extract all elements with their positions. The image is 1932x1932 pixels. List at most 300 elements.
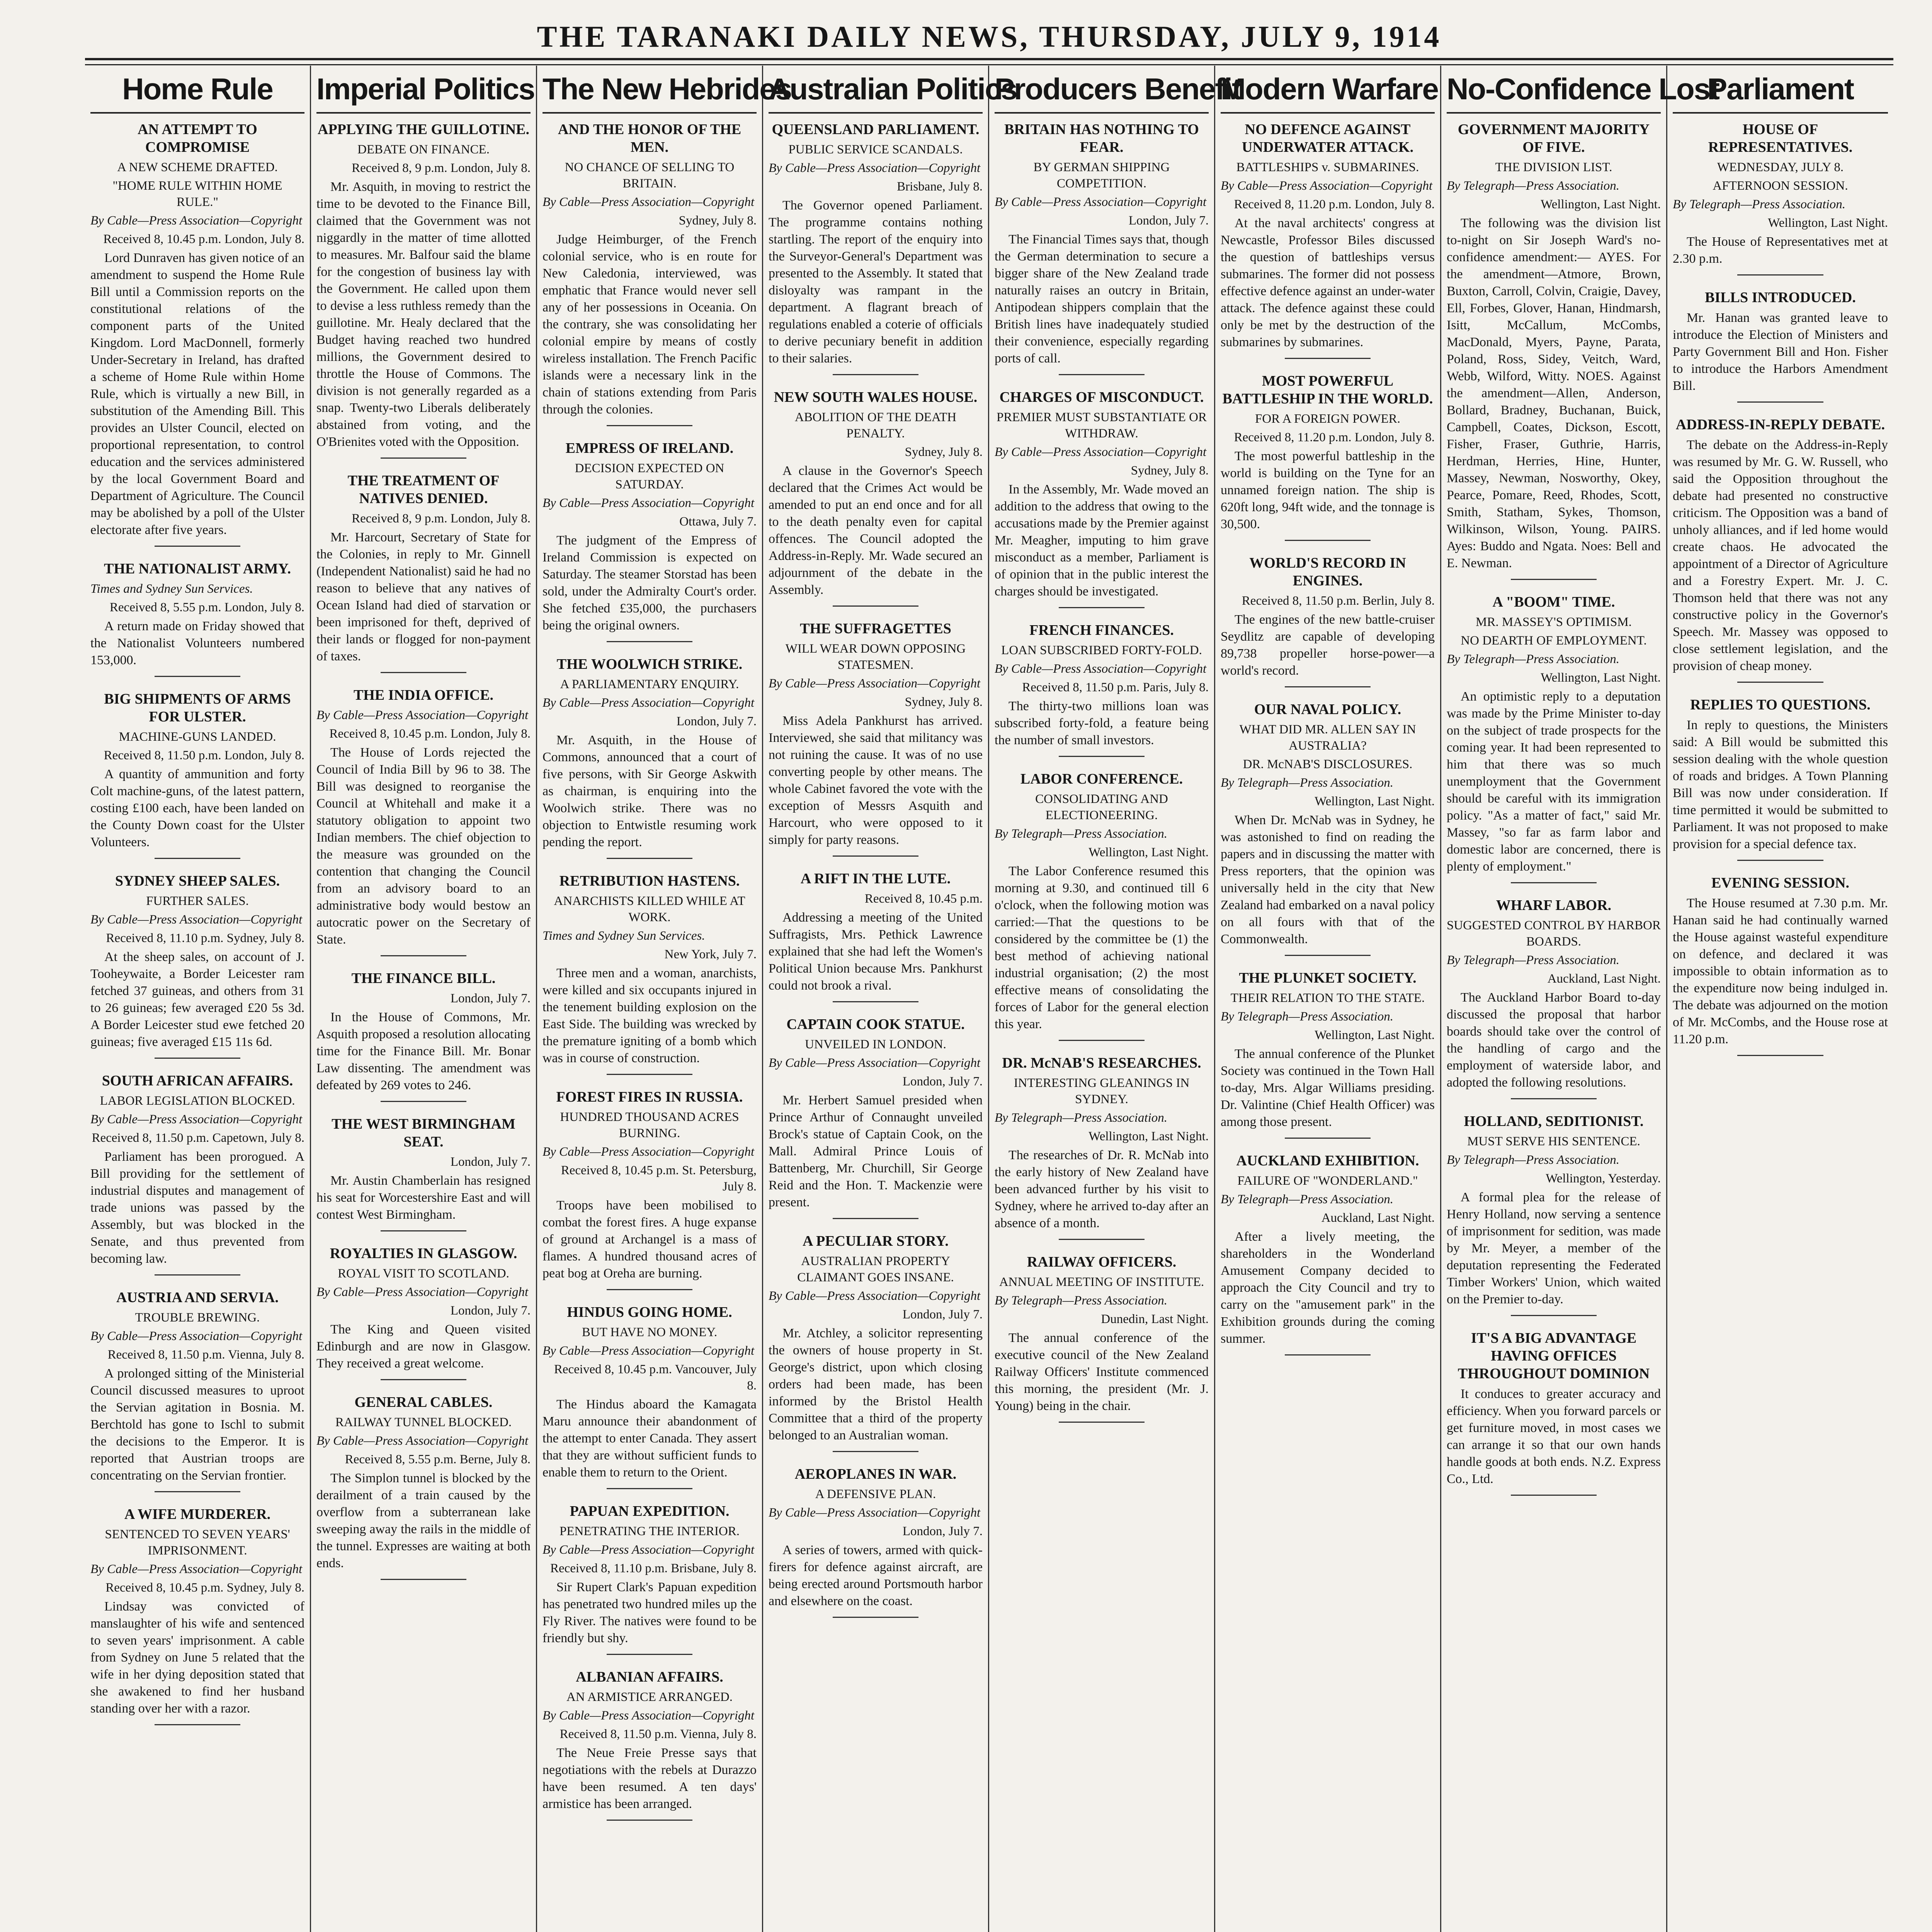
news-column	[1441, 66, 1719, 1932]
news-column	[1215, 66, 1441, 1932]
article	[316, 121, 531, 459]
article	[543, 1668, 757, 1821]
article-divider	[1285, 540, 1371, 541]
article-body: Mr. Asquith, in moving to restrict the time to be devoted to the Finance Bill, claimed that the Government was not niggardly in the matter of time allotted to measures. Mr. Balfour said the blame for the congestion of business lay with the Government. He called upon them to devise a less ruthless remedy than the guillotine. Mr. Healy declared that the Budget having reached two hundred millions, the Government desired to throttle the House of Commons. The division is not generally regarded as a snap. Twenty-two Liberals deliberately abstained from voting, and the O'Brienites voted with the Opposition.	[316, 180, 531, 449]
article	[769, 1465, 983, 1618]
article-headline: THE WEST BIRMINGHAM SEAT.	[332, 1116, 515, 1150]
article-headline: FOREST FIRES IN RUSSIA.	[556, 1089, 743, 1105]
article-dateline: Received 8, 11.50 p.m. Vienna, July 8.	[560, 1727, 757, 1741]
article-byline: By Cable—Press Association—Copyright	[995, 445, 1207, 459]
article-subheadline: PREMIER MUST SUBSTANTIATE OR WITHDRAW.	[996, 410, 1207, 440]
article-divider	[607, 425, 692, 426]
article-headline: ADDRESS-IN-REPLY DEBATE.	[1675, 417, 1885, 433]
article-divider	[381, 1379, 466, 1380]
article-divider	[1511, 882, 1597, 883]
article-body: The annual conference of the executive council of the New Zealand Railway Officers' Institute commenced this morning, the president (Mr. J. Young) being in the chair.	[995, 1331, 1209, 1413]
article-byline: By Telegraph—Press Association.	[995, 1111, 1168, 1125]
masthead: THE TARANAKI DAILY NEWS, THURSDAY, JULY 9, 1914	[537, 20, 1442, 53]
article-body: The Hindus aboard the Kamagata Maru announce their abandonment of the attempt to enter Canada. They assert that they are without sufficient funds to enable them to return to the Orient.	[543, 1397, 757, 1480]
article	[90, 1505, 304, 1725]
article-subheadline: HUNDRED THOUSAND ACRES BURNING.	[560, 1110, 739, 1140]
article-headline: AUSTRIA AND SERVIA.	[116, 1289, 279, 1306]
article-byline: Times and Sydney Sun Services.	[543, 929, 705, 943]
news-column	[537, 66, 792, 1932]
article-body: The Governor opened Parliament. The programme contains nothing startling. The report of the enquiry into the Surveyor-General's Department was presented to the Assembly. It stated that disloyalty was rampant in the department. A flagrant breach of regulations enabled a coterie of officials to derive pecuniary benefit in addition to their salaries.	[769, 198, 983, 366]
article-body: Lord Dunraven has given notice of an amendment to suspend the Home Rule Bill until a Commission reports on the constitutional relations of the component parts of the United Kingdom. Lord MacDonnell, formerly Under-Secretary in Ireland, has drafted a scheme of Home Rule within Home Rule, which is virtually a new Bill, in substitution of the Amending Bill. This provides an Ulster Council, elected on proportional representation, to control education and the services administered by the local Government Board and Department of Agriculture. The Council may be abolished by a poll of the Ulster electorate after five years.	[90, 251, 304, 537]
article-divider	[155, 1274, 240, 1276]
article	[1447, 1112, 1661, 1316]
article	[316, 472, 531, 673]
article-byline: By Cable—Press Association—Copyright	[543, 496, 755, 510]
article-divider	[1737, 860, 1823, 861]
article-divider	[381, 1579, 466, 1580]
article-headline: NEW SOUTH WALES HOUSE.	[774, 389, 978, 405]
article-body: A prolonged sitting of the Ministerial Council discussed measures to uproot the Servian agitation in Bosnia. M. Berchtold has gone to Ischl to submit the decisions to the Emperor. It is reported that Austrian troops are concentrating on the Servian frontier.	[90, 1366, 304, 1483]
article-dateline: London, July 7.	[1128, 214, 1209, 228]
article-divider	[1511, 1315, 1597, 1316]
article-byline: Times and Sydney Sun Services.	[90, 582, 253, 596]
article-dateline: Wellington, Last Night.	[1315, 794, 1435, 808]
article-byline: By Cable—Press Association—Copyright	[995, 195, 1207, 209]
article-dateline: Received 8, 11.50 p.m. Capetown, July 8.	[92, 1131, 304, 1145]
article	[316, 1115, 531, 1231]
article	[1221, 554, 1435, 687]
article-byline: By Telegraph—Press Association.	[1221, 1192, 1394, 1206]
article-divider	[833, 1001, 918, 1002]
article	[1673, 121, 1888, 276]
article-headline: RETRIBUTION HASTENS.	[559, 873, 740, 889]
article-body: In the House of Commons, Mr. Asquith proposed a resolution allocating time for the Finance Bill. Mr. Bonar Law dissenting. The amendment was defeated by 269 votes to 246.	[316, 1010, 531, 1092]
article	[316, 686, 531, 956]
article	[1221, 121, 1435, 359]
article-body: Troops have been mobilised to combat the forest fires. A huge expanse of ground at Archangel is a mass of flames. A hundred thousand acres of peat bog at Oreha are burning.	[543, 1198, 757, 1281]
article-subheadline: DR. McNAB'S DISCLOSURES.	[1243, 757, 1413, 771]
article-headline: A PECULIAR STORY.	[803, 1233, 949, 1249]
article-headline: EMPRESS OF IRELAND.	[565, 440, 734, 456]
article-divider	[833, 855, 918, 857]
article-dateline: Sydney, July 8.	[905, 695, 983, 709]
article-headline: BIG SHIPMENTS OF ARMS FOR ULSTER.	[104, 691, 291, 725]
article-body: Addressing a meeting of the United Suffragists, Mrs. Pethick Lawrence explained that she had left the Women's Political Union because Mrs. Pankhurst could not brook a rival.	[769, 910, 983, 993]
article-headline: THE INDIA OFFICE.	[353, 687, 494, 703]
article-byline: By Cable—Press Association—Copyright	[543, 1709, 755, 1723]
article-headline: NO DEFENCE AGAINST UNDERWATER ATTACK.	[1242, 121, 1414, 155]
article-body: An optimistic reply to a deputation was made by the Prime Minister to-day on the subject of trade prospects for the coming year. It had been represented to him that there was so much unemployment that the Government should be careful with its immigration policy. "As a matter of fact," said Mr. Massey, "so far as farm labor and domestic labor are concerned, there is plenty of employment."	[1447, 689, 1661, 874]
article-divider	[381, 955, 466, 956]
article-dateline: Wellington, Last Night.	[1315, 1028, 1435, 1042]
article-subheadline: BATTLESHIPS v. SUBMARINES.	[1236, 160, 1419, 174]
article-subheadline: UNVEILED IN LONDON.	[805, 1037, 946, 1051]
article-subheadline: SUGGESTED CONTROL BY HARBOR BOARDS.	[1447, 918, 1661, 949]
article	[769, 870, 983, 1002]
article-byline: By Cable—Press Association—Copyright	[90, 214, 303, 228]
article-dateline: Received 8, 10.45 p.m.	[864, 892, 983, 906]
article-headline: BRITAIN HAS NOTHING TO FEAR.	[1004, 121, 1199, 155]
article-dateline: Received 8, 11.50 p.m. Berlin, July 8.	[1242, 594, 1435, 608]
article-headline: APPLYING THE GUILLOTINE.	[318, 121, 529, 138]
article-byline: By Cable—Press Association—Copyright	[769, 1289, 981, 1303]
article-subheadline: LABOR LEGISLATION BLOCKED.	[100, 1094, 295, 1108]
article	[769, 1232, 983, 1452]
article-headline: AN ATTEMPT TO COMPROMISE	[138, 121, 257, 155]
article-byline: By Cable—Press Association—Copyright	[543, 1344, 755, 1358]
article-body: A formal plea for the release of Henry Holland, now serving a sentence of imprisonment for sedition, was made by Mr. Meyer, a member of the deputation representing the Federated Timber Workers' Union, which waited on the Premier to-day.	[1447, 1190, 1661, 1306]
article-dateline: London, July 7.	[450, 1155, 531, 1169]
article-headline: HOLLAND, SEDITIONIST.	[1464, 1113, 1644, 1129]
article-byline: By Cable—Press Association—Copyright	[90, 913, 303, 927]
article-body: Mr. Austin Chamberlain has resigned his seat for Worcestershire East and will contest West Birmingham.	[316, 1173, 531, 1222]
article-subheadline: LOAN SUBSCRIBED FORTY-FOLD.	[1001, 643, 1202, 657]
article	[1673, 416, 1888, 683]
article-byline: By Cable—Press Association—Copyright	[543, 696, 755, 710]
article-subheadline: AFTERNOON SESSION.	[1713, 179, 1848, 193]
article-subheadline: WHAT DID MR. ALLEN SAY IN AUSTRALIA?	[1239, 723, 1416, 753]
article-divider	[381, 672, 466, 673]
article-divider	[381, 1101, 466, 1102]
article-headline: CAPTAIN COOK STATUE.	[786, 1016, 965, 1032]
article-body: After a lively meeting, the shareholders in the Wonderland Amusement Company decided to approach the City Council and try to carry on the "amusement park" in the Exhibition grounds during the coming summer.	[1221, 1230, 1435, 1346]
article-subheadline: ANARCHISTS KILLED WHILE AT WORK.	[554, 894, 745, 924]
article-dateline: London, July 7.	[450, 1304, 531, 1318]
article-body: The King and Queen visited Edinburgh and are now in Glasgow. They received a great welcome.	[316, 1322, 531, 1371]
column-heading: The New Hebrides	[543, 66, 757, 114]
article-dateline: London, July 7.	[902, 1524, 983, 1538]
article-byline: By Cable—Press Association—Copyright	[769, 677, 981, 690]
article-body: The engines of the new battle-cruiser Seydlitz are capable of developing 89,738 propeller horse-power—a world's record.	[1221, 612, 1435, 678]
news-column	[763, 66, 1017, 1932]
article	[90, 872, 304, 1059]
article-dateline: Wellington, Last Night.	[1088, 1129, 1209, 1143]
article-subheadline: "HOME RULE WITHIN HOME RULE."	[112, 179, 282, 209]
article-headline: EVENING SESSION.	[1711, 875, 1849, 891]
article-dateline: Auckland, Last Night.	[1321, 1211, 1435, 1225]
article-body: The judgment of the Empress of Ireland Commission is expected on Saturday. The steamer Storstad has been sold, under the Admiralty Court's order. She fetched £35,000, the purchasers being the original owners.	[543, 533, 757, 633]
article	[1673, 874, 1888, 1056]
article-headline: THE FINANCE BILL.	[351, 970, 496, 986]
article-dateline: Received 8, 10.45 p.m. Sydney, July 8.	[105, 1581, 304, 1595]
article-byline: By Cable—Press Association—Copyright	[769, 161, 981, 175]
article-divider	[1059, 1422, 1145, 1423]
article-body: In reply to questions, the Ministers said: A Bill would be submitted this session dealing with the whole question of roads and bridges. A Town Planning Bill was now under consideration. If time permitted it would be submitted to Parliament. It was not proposed to make provision for a special defence tax.	[1673, 718, 1888, 851]
article-divider	[1285, 686, 1371, 687]
article-dateline: London, July 7.	[676, 714, 757, 728]
article-dateline: Received 8, 9 p.m. London, July 8.	[352, 512, 531, 526]
article-dateline: Wellington, Yesterday.	[1546, 1172, 1661, 1185]
article-headline: A RIFT IN THE LUTE.	[800, 871, 951, 887]
article-body: Miss Adela Pankhurst has arrived. Interviewed, she said that militancy was not ruining the cause. It was of no use converting people by other means. The whole Cabinet favored the vote with the exception of Messrs Asquith and Harcourt, who were opposed to it simply for party reasons.	[769, 714, 983, 847]
article-dateline: Received 8, 11.50 p.m. London, July 8.	[104, 748, 304, 762]
article-dateline: Wellington, Last Night.	[1541, 671, 1661, 685]
article-divider	[1059, 1040, 1145, 1041]
article-subheadline: MR. MASSEY'S OPTIMISM.	[1476, 615, 1632, 629]
article	[1447, 121, 1661, 580]
article-dateline: Received 8, 11.10 p.m. Brisbane, July 8.	[550, 1561, 757, 1575]
article-subheadline: DECISION EXPECTED ON SATURDAY.	[575, 461, 724, 492]
article-body: At the sheep sales, on account of J. Tooheywaite, a Border Leicester ram fetched 37 guineas, and others from 31 to 26 guineas; few averaged £20 5s 3d. A Border Leicester stud ewe fetched 20 guineas; five averaged £15 11s 6d.	[90, 950, 304, 1049]
article-subheadline: AUSTRALIAN PROPERTY CLAIMANT GOES INSANE.	[797, 1254, 954, 1284]
article-body: A quantity of ammunition and forty Colt machine-guns, of the latest pattern, costing £100 each, have been landed on the County Down coast for the Ulster Volunteers.	[90, 767, 304, 849]
article-divider	[155, 1491, 240, 1492]
article-headline: THE WOOLWICH STRIKE.	[556, 656, 743, 672]
article-dateline: Received 8, 11.20 p.m. London, July 8.	[1234, 197, 1435, 211]
article-subheadline: FOR A FOREIGN POWER.	[1255, 412, 1400, 426]
article-dateline: Brisbane, July 8.	[897, 180, 983, 194]
article-headline: QUEENSLAND PARLIAMENT.	[772, 121, 980, 138]
article	[543, 1502, 757, 1655]
article-dateline: Received 8, 5.55 p.m. London, July 8.	[109, 600, 304, 614]
article-byline: By Cable—Press Association—Copyright	[995, 662, 1207, 676]
article-divider	[1059, 374, 1145, 375]
article-byline: By Cable—Press Association—Copyright	[543, 195, 755, 209]
article-body: The Neue Freie Presse says that negotiations with the rebels at Durazzo have been resumed. A ten days' armistice has been arranged.	[543, 1746, 757, 1811]
article-subheadline: A DEFENSIVE PLAN.	[815, 1487, 936, 1501]
article-divider	[607, 1289, 692, 1290]
article-headline: REPLIES TO QUESTIONS.	[1690, 697, 1871, 713]
article-headline: HOUSE OF REPRESENTATIVES.	[1708, 121, 1853, 155]
article-divider	[155, 1724, 240, 1725]
article	[1221, 969, 1435, 1139]
article-subheadline: DEBATE ON FINANCE.	[357, 143, 490, 156]
article-divider	[607, 1488, 692, 1489]
article-divider	[607, 641, 692, 642]
article-body: Judge Heimburger, of the French colonial service, who is en route for New Caledonia, interviewed, was emphatic that France would never sell any of her possessions in Oceania. On the contrary, she was consolidating her colonial empire by means of costly wireless installation. The French Pacific islands were a necessary link in the chain of stations extending from Paris through the colonies.	[543, 232, 757, 417]
article	[90, 690, 304, 859]
article-subheadline: ROYAL VISIT TO SCOTLAND.	[338, 1267, 509, 1281]
article-headline: FRENCH FINANCES.	[1029, 622, 1174, 638]
article-body: The annual conference of the Plunket Society was continued in the Town Hall to-day, Mrs. Algar Williams presiding. Dr. Valintine (Chief Health Officer) was among those present.	[1221, 1047, 1435, 1129]
article-byline: By Cable—Press Association—Copyright	[769, 1506, 981, 1520]
article-byline: By Telegraph—Press Association.	[1447, 953, 1620, 967]
article-body: A series of towers, armed with quick-firers for defence against aircraft, are being erected around Portsmouth harbor and elsewhere on the coast.	[769, 1543, 983, 1608]
article-dateline: New York, July 7.	[664, 947, 757, 961]
article-dateline: Received 8, 10.45 p.m. London, July 8.	[103, 232, 304, 246]
article	[995, 121, 1209, 375]
article-body: Mr. Harcourt, Secretary of State for the Colonies, in reply to Mr. Ginnell (Independent Nationalist) said he had no reason to believe that any natives of Ocean Island had died of starvation or been imprisoned for theft, deprived of their lands or flogged for non-payment of taxes.	[316, 530, 531, 663]
article	[90, 560, 304, 677]
article-byline: By Telegraph—Press Association.	[995, 827, 1168, 841]
article-dateline: Auckland, Last Night.	[1547, 972, 1661, 986]
article-byline: By Cable—Press Association—Copyright	[90, 1112, 303, 1126]
article	[543, 655, 757, 859]
article-subheadline: WILL WEAR DOWN OPPOSING STATESMEN.	[785, 642, 966, 672]
article	[1673, 696, 1888, 861]
article-body: The debate on the Address-in-Reply was resumed by Mr. G. W. Russell, who said the Opposition throughout the debate had presented no constructive criticism. The Opposition was a band of unholy alliances, and if led home would create chaos. He advocated the appointment of a Director of Agriculture and a Forestry Expert. Mr. J. C. Thomson held that there was not any constructive policy in the Governor's Speech. Mr. Massey was opposed to close settlement legislation, and the provision of cheap money.	[1673, 438, 1888, 673]
article-headline: A "BOOM" TIME.	[1492, 594, 1615, 610]
article	[90, 121, 304, 547]
article-byline: By Cable—Press Association—Copyright	[316, 708, 529, 722]
article-divider	[607, 1654, 692, 1655]
article	[769, 121, 983, 375]
article-divider	[1059, 607, 1145, 608]
article	[1447, 896, 1661, 1099]
article-byline: By Cable—Press Association—Copyright	[769, 1056, 981, 1070]
article-byline: By Telegraph—Press Association.	[995, 1294, 1168, 1308]
article-divider	[833, 374, 918, 375]
column-heading: Australian Politics	[769, 66, 983, 114]
article	[316, 1245, 531, 1380]
article-headline: MOST POWERFUL BATTLESHIP IN THE WORLD.	[1222, 373, 1433, 407]
article-headline: ROYALTIES IN GLASGOW.	[330, 1245, 517, 1262]
article-subheadline: ANNUAL MEETING OF INSTITUTE.	[999, 1275, 1204, 1289]
article-body: Mr. Hanan was granted leave to introduce the Election of Ministers and Party Government Bill and Hon. Fisher to introduce the Harbors Amendment Bill.	[1673, 311, 1888, 393]
article-body: Lindsay was convicted of manslaughter of his wife and sentenced to seven years' imprisonment. A cable from Sydney on June 5 related that the wife in her dying deposition stated that she awakened to find her husband standing over her with a razor.	[90, 1599, 304, 1716]
news-column	[311, 66, 537, 1932]
article-headline: IT'S A BIG ADVANTAGE HAVING OFFICES THROUGHOUT DOMINION	[1458, 1330, 1650, 1382]
article-body: Mr. Atchley, a solicitor representing the owners of house property in St. George's district, upon which closing orders had been made, has been informed by the Bristol Health Committee that a third of the property belonged to an Australian woman.	[769, 1326, 983, 1442]
article-dateline: Wellington, Last Night.	[1088, 845, 1209, 859]
article	[1673, 289, 1888, 403]
article-byline: By Cable—Press Association—Copyright	[1221, 179, 1433, 193]
article	[1447, 593, 1661, 883]
article-byline: By Cable—Press Association—Copyright	[90, 1562, 303, 1576]
article-headline: BILLS INTRODUCED.	[1705, 289, 1856, 306]
article-body: The most powerful battleship in the world is building on the Tyne for an unnamed foreign nation. The ship is 620ft long, 94ft wide, and the tonnage is 30,500.	[1221, 449, 1435, 531]
article-subheadline: MACHINE-GUNS LANDED.	[119, 730, 276, 744]
column-heading: Modern Warfare	[1221, 66, 1435, 114]
article-body: Mr. Asquith, in the House of Commons, announced that a court of five persons, with Sir George Askwith as chairman, is enquiring into the Woolwich strike. There was no objection to Entwistle resuming work pending the report.	[543, 733, 757, 849]
article-body: The researches of Dr. R. McNab into the early history of New Zealand have been advanced further by his visit to Sydney, where he arrived to-day after an absence of a month.	[995, 1148, 1209, 1230]
article	[543, 872, 757, 1075]
columns-container	[85, 66, 1893, 1932]
article-headline: CHARGES OF MISCONDUCT.	[999, 389, 1204, 405]
article-byline: By Cable—Press Association—Copyright	[90, 1329, 303, 1343]
article-body: The House of Representatives met at 2.30 p.m.	[1673, 235, 1888, 266]
article	[316, 1393, 531, 1580]
article-headline: AND THE HONOR OF THE MEN.	[558, 121, 742, 155]
article-divider	[607, 1820, 692, 1821]
article-divider	[833, 1617, 918, 1618]
article-byline: By Cable—Press Association—Copyright	[543, 1145, 755, 1159]
article-subheadline: RAILWAY TUNNEL BLOCKED.	[335, 1415, 512, 1429]
article-body: Sir Rupert Clark's Papuan expedition has penetrated two hundred miles up the Fly River. The natives were found to be friendly but shy.	[543, 1580, 757, 1645]
article-dateline: Dunedin, Last Night.	[1101, 1312, 1209, 1326]
article-dateline: Received 8, 10.45 p.m. St. Petersburg, July 8.	[561, 1163, 757, 1194]
article-subheadline: FURTHER SALES.	[146, 894, 249, 908]
article-subheadline: BUT HAVE NO MONEY.	[582, 1325, 718, 1339]
article-byline: By Cable—Press Association—Copyright	[316, 1434, 529, 1448]
article-headline: SYDNEY SHEEP SALES.	[115, 873, 280, 889]
article	[995, 770, 1209, 1041]
article	[543, 1303, 757, 1489]
article-body: It conduces to greater accuracy and efficiency. When you forward parcels or get furniture moved, in most cases we can arrange it so that our own hands handle goods at both ends. N.Z. Express Co., Ltd.	[1447, 1387, 1661, 1486]
article-divider	[607, 858, 692, 859]
article	[90, 1289, 304, 1492]
article-body: The Labor Conference resumed this morning at 9.30, and continued till 6 o'clock, when the following motion was carried:—That the questions to be considered by the committee be (1) the best method of achieving national industrial organisation; (2) the most effective means of consolidating the forces of Labor for the general election this year.	[995, 864, 1209, 1031]
article-dateline: Sydney, July 8.	[905, 445, 983, 459]
article-headline: THE PLUNKET SOCIETY.	[1239, 970, 1417, 986]
article-subheadline: A PARLIAMENTARY ENQUIRY.	[560, 677, 739, 691]
article	[316, 969, 531, 1102]
article-body: The House resumed at 7.30 p.m. Mr. Hanan said he had continually warned the House against wasteful expenditure on defence, and declared it was impossible to obtain information as to the expenditure now being indulged in. The debate was adjourned on the motion of Mr. McCombs, and the House rose at 11.20 p.m.	[1673, 896, 1888, 1046]
article-subheadline: SENTENCED TO SEVEN YEARS' IMPRISONMENT.	[105, 1527, 290, 1558]
article-divider	[1511, 579, 1597, 580]
article-dateline: Received 8, 10.45 p.m. London, July 8.	[329, 727, 531, 741]
article-dateline: London, July 7.	[902, 1308, 983, 1321]
article-dateline: Sydney, July 8.	[1131, 464, 1209, 478]
article-subheadline: WEDNESDAY, JULY 8.	[1717, 160, 1844, 174]
article-divider	[381, 1230, 466, 1231]
article-subheadline: A NEW SCHEME DRAFTED.	[117, 160, 278, 174]
article-divider	[1511, 1098, 1597, 1099]
article-byline: By Telegraph—Press Association.	[1673, 197, 1846, 211]
article-subheadline: THE DIVISION LIST.	[1495, 160, 1612, 174]
article-body: The following was the division list to-night on Sir Joseph Ward's no-confidence amendment:— AYES. For the amendment—Atmore, Brown, Buxton, Carroll, Colvin, Craigie, Davey, Ell, Forbes, Glover, Hanan, Hindmarsh, Isitt, McCallum, McCombs, MacDonald, Myers, Payne, Parata, Poland, Ross, Sidey, Veitch, Ward, Webb, Wilford, Witty. NOES. Against the amendment—Allen, Anderson, Bollard, Bradney, Buchanan, Buick, Campbell, Coates, Dickson, Escott, Fisher, Fraser, Guthrie, Harris, Herdman, Herries, Hine, Hunter, Massey, Newman, Nosworthy, Okey, Pearce, Pomare, Reed, Rhodes, Scott, Smith, Statham, Sykes, Thomson, Wilkinson, Wilson, Young. PAIRS. Ayes: Buddo and Ngata. Noes: Bell and E. Newman.	[1447, 216, 1661, 570]
article-dateline: Received 8, 11.20 p.m. London, July 8.	[1234, 430, 1435, 444]
article-body: The Simplon tunnel is blocked by the derailment of a train caused by the overflow from a subterranean lake sweeping away the rails in the middle of the tunnel. Expresses are waiting at both ends.	[316, 1471, 531, 1570]
article-divider	[1059, 1239, 1145, 1240]
article-headline: LABOR CONFERENCE.	[1020, 771, 1183, 787]
article-divider	[833, 1218, 918, 1219]
article-divider	[381, 457, 466, 459]
article-headline: WHARF LABOR.	[1496, 897, 1612, 913]
article-dateline: Ottawa, July 7.	[679, 515, 757, 529]
article	[995, 1253, 1209, 1423]
article-subheadline: CONSOLIDATING AND ELECTIONEERING.	[1035, 792, 1168, 822]
article-divider	[1285, 1138, 1371, 1139]
article-body: Three men and a woman, anarchists, were killed and six occupants injured in the tenement building explosion on the East Side. The building was wrecked by the premature igniting of a bomb which was in course of construction.	[543, 966, 757, 1065]
article	[769, 620, 983, 857]
article-headline: AEROPLANES IN WAR.	[794, 1466, 957, 1482]
article-body: A clause in the Governor's Speech declared that the Crimes Act would be amended to put an end once and for all to the death penalty even for capital offences. The Council adopted the Address-in-Reply. Mr. Wade secured an adjournment of the debate in the Assembly.	[769, 464, 983, 597]
article-dateline: Wellington, Last Night.	[1541, 197, 1661, 211]
article	[543, 439, 757, 642]
article-headline: HINDUS GOING HOME.	[567, 1304, 732, 1320]
article-body: Mr. Herbert Samuel presided when Prince Arthur of Connaught unveiled Brock's statue of Captain Cook, on the Mall. Admiral Prince Louis of Battenberg, Mr. Churchill, Sir George Reid and the Hon. T. Mackenzie were present.	[769, 1093, 983, 1209]
article	[995, 621, 1209, 757]
column-heading: Producers Benefit	[995, 66, 1209, 114]
article-divider	[1737, 401, 1823, 403]
article-dateline: Sydney, July 8.	[679, 214, 757, 228]
masthead-rule	[85, 58, 1893, 65]
article-dateline: Received 8, 11.50 p.m. Paris, July 8.	[1022, 680, 1209, 694]
article-divider	[833, 1451, 918, 1452]
article-byline: By Telegraph—Press Association.	[1447, 179, 1620, 193]
column-heading: Home Rule	[90, 66, 304, 114]
article-headline: RAILWAY OFFICERS.	[1027, 1254, 1177, 1270]
article-subheadline: AN ARMISTICE ARRANGED.	[566, 1690, 733, 1704]
article-headline: DR. McNAB'S RESEARCHES.	[1002, 1055, 1201, 1071]
article-subheadline: NO CHANCE OF SELLING TO BRITAIN.	[565, 160, 735, 190]
column-heading: No-Confidence Lost	[1447, 66, 1661, 114]
article-byline: By Cable—Press Association—Copyright	[543, 1543, 755, 1557]
article-divider	[1737, 1055, 1823, 1056]
article-divider	[1285, 1354, 1371, 1355]
article-headline: GOVERNMENT MAJORITY OF FIVE.	[1458, 121, 1650, 155]
article-headline: PAPUAN EXPEDITION.	[570, 1503, 730, 1519]
article-subheadline: PENETRATING THE INTERIOR.	[560, 1524, 740, 1538]
article-byline: By Telegraph—Press Association.	[1447, 1153, 1620, 1167]
article-divider	[1059, 756, 1145, 757]
article-dateline: Received 8, 5.55 p.m. Berne, July 8.	[345, 1452, 531, 1466]
article-dateline: Received 8, 11.10 p.m. Sydney, July 8.	[106, 931, 304, 945]
article	[543, 121, 757, 426]
article-headline: OUR NAVAL POLICY.	[1254, 701, 1401, 718]
article-body: When Dr. McNab was in Sydney, he was astonished to find on reading the papers and in discussing the matter with Press reporters, that the opinion was universally held in the city that New Zealand had embarked on a naval policy on all fours with that of the Commonwealth.	[1221, 813, 1435, 946]
news-column	[989, 66, 1241, 1932]
article-headline: AUCKLAND EXHIBITION.	[1236, 1153, 1419, 1169]
article-dateline: London, July 7.	[450, 992, 531, 1005]
article-divider	[155, 546, 240, 547]
news-column	[85, 66, 311, 1932]
article-byline: By Telegraph—Press Association.	[1447, 652, 1620, 666]
article	[1447, 1329, 1661, 1496]
article-headline: SOUTH AFRICAN AFFAIRS.	[102, 1073, 293, 1089]
article-byline: By Telegraph—Press Association.	[1221, 1010, 1394, 1024]
article-body: A return made on Friday showed that the Nationalist Volunteers numbered 153,000.	[90, 619, 304, 667]
article-body: The House of Lords rejected the Council of India Bill by 96 to 38. The Bill was designed to reorganise the Council at Whitehall and make it a statutory obligation to appoint two Indian members. The chief objection to the measure was grounded on the contention that changing the Council from an advisory board to an administrative body would bestow an autocratic power on the Secretary of State.	[316, 745, 531, 947]
article	[769, 1015, 983, 1219]
article-divider	[155, 676, 240, 677]
